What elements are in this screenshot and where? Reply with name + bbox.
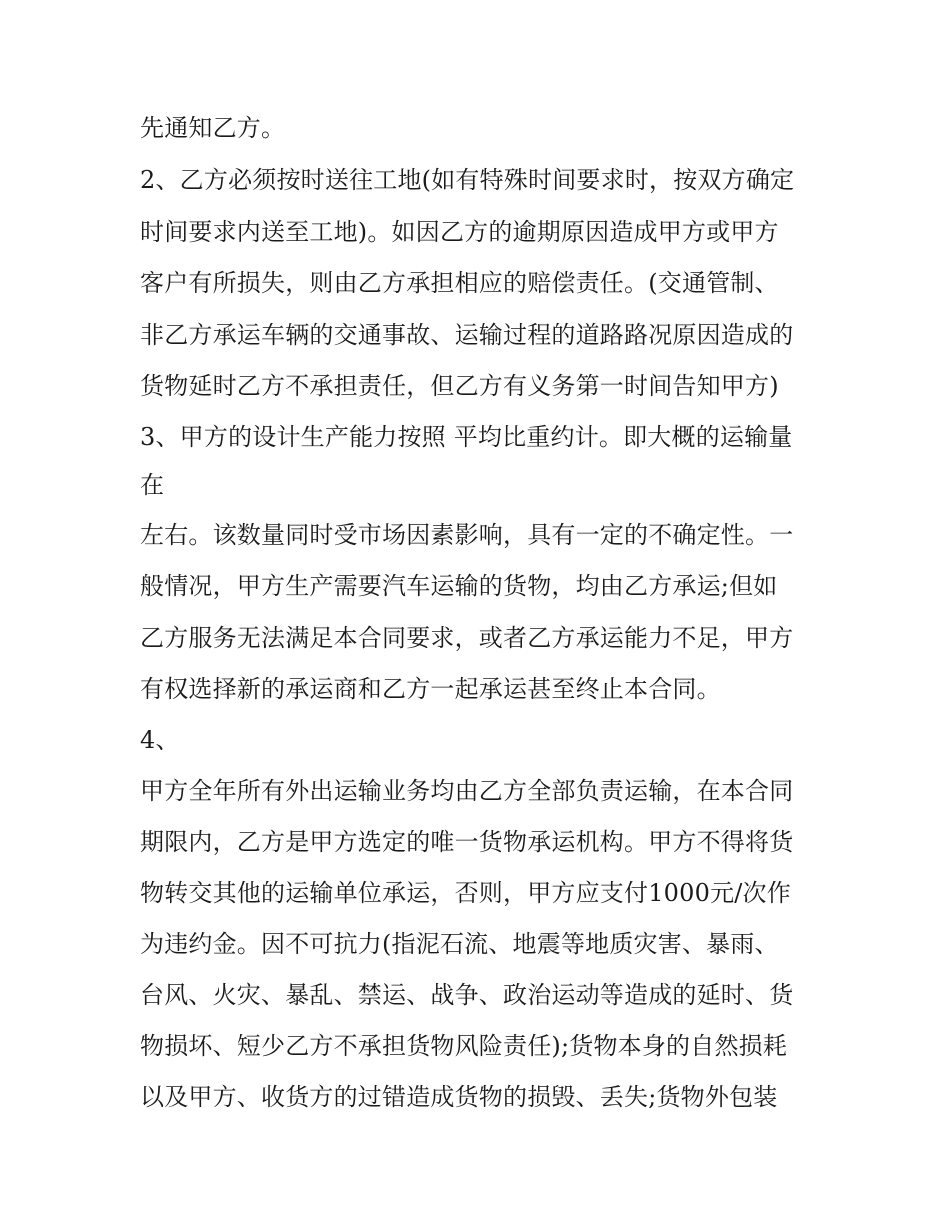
text-line: 以及甲方、收货方的过错造成货物的损毁、丢失;货物外包装 bbox=[140, 1083, 778, 1111]
text-line: 左右。该数量同时受市场因素影响，具有一定的不确定性。一 bbox=[140, 521, 794, 549]
text-line: 般情况，甲方生产需要汽车运输的货物，均由乙方承运;但如 bbox=[140, 572, 778, 600]
text-line: 物转交其他的运输单位承运，否则，甲方应支付1000元/次作 bbox=[140, 879, 791, 907]
text-line: 3、甲方的设计生产能力按照 平均比重约计。即大概的运输量 bbox=[140, 423, 793, 451]
text-line: 非乙方承运车辆的交通事故、运输过程的道路路况原因造成的 bbox=[140, 321, 794, 349]
text-line: 台风、火灾、暴乱、禁运、战争、政治运动等造成的延时、货 bbox=[140, 981, 794, 1009]
text-line: 为违约金。因不可抗力(指泥石流、地震等地质灾害、暴雨、 bbox=[140, 930, 779, 958]
text-line: 物损坏、短少乙方不承担货物风险责任);货物本身的自然损耗 bbox=[140, 1032, 788, 1060]
text-line: 期限内，乙方是甲方选定的唯一货物承运机构。甲方不得将货 bbox=[140, 828, 794, 856]
text-line: 货物延时乙方不承担责任，但乙方有义务第一时间告知甲方) bbox=[140, 372, 779, 400]
text-line: 2、乙方必须按时送往工地(如有特殊时间要求时，按双方确定 bbox=[140, 166, 795, 194]
text-line: 甲方全年所有外出运输业务均由乙方全部负责运输，在本合同 bbox=[140, 777, 794, 805]
text-line: 时间要求内送至工地)。如因乙方的逾期原因造成甲方或甲方 bbox=[140, 218, 779, 246]
text-line: 4、 bbox=[140, 726, 180, 754]
text-line: 有权选择新的承运商和乙方一起承运甚至终止本合同。 bbox=[140, 675, 721, 703]
text-line: 在 bbox=[140, 471, 165, 499]
text-line: 先通知乙方。 bbox=[140, 114, 286, 142]
text-line: 乙方服务无法满足本合同要求，或者乙方承运能力不足，甲方 bbox=[140, 624, 794, 652]
text-line: 客户有所损失，则由乙方承担相应的赔偿责任。(交通管制、 bbox=[140, 269, 779, 297]
